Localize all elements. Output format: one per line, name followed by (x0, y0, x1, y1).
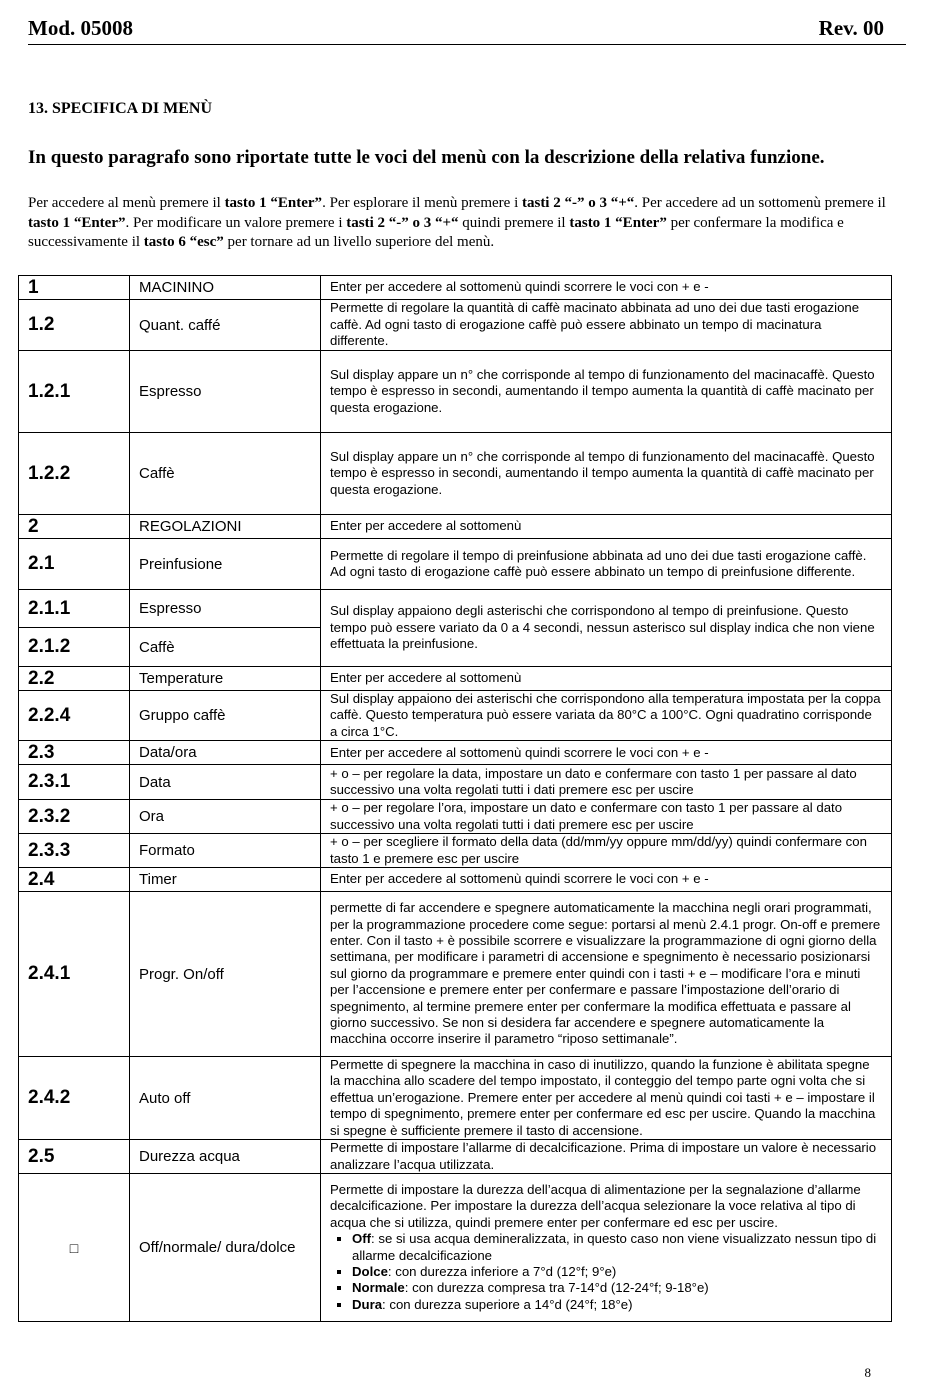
option-key: Dura (352, 1296, 383, 1312)
table-row (19, 741, 892, 765)
key-name: tasti 2 “-” o 3 “+“ (346, 214, 459, 231)
table-row (19, 539, 892, 590)
menu-name: Temperature (130, 667, 321, 691)
menu-description: Enter per accedere al sottomenù quindi scorrere le voci con + e - (321, 741, 892, 765)
menu-description: permette di far accendere e spegnere automaticamente la macchina negli orari programmati, per la programmazione procedere come segue: portarsi al menù 2.4.1 progr. On-off e premere enter. Con il tasto + è possibile scorrere e visualizzare la programmazione di ogni giorno della settimana, per modificare i parametri di accensione e spegnimento è necessario posizionarsi sul giorno da programmare e premere enter quindi con i tasti + e – modificare l’ora e minuti per l’accensione e premere enter per confermare e passare l’impostazione dell’orario di spegnimento, al termine premere enter per confermare la modifica effettuata e passare al giorno successivo. Se non si desidera far accendere e spegnere automaticamente la macchina occorre inserire il parametro “riposo settimanale”. (321, 892, 892, 1057)
menu-name: Gruppo caffè (130, 691, 321, 741)
model-code: Mod. 05008 (28, 16, 133, 40)
menu-name: Durezza acqua (130, 1140, 321, 1174)
table-row (19, 300, 892, 351)
table-row (19, 590, 892, 628)
menu-code: 2.2 (19, 667, 130, 691)
table-row (19, 765, 892, 800)
intro-paragraph (28, 194, 898, 253)
option-text: : se si usa acqua demineralizzata, in questo caso non viene visualizzato nessun tipo di allarme decalcificazione (352, 1231, 877, 1263)
table-row (19, 433, 892, 515)
menu-name: Preinfusione (130, 539, 321, 590)
description-text: Permette di impostare la durezza dell’acqua di alimentazione per la segnalazione d’allarme decalcificazione. Per impostare la durezza dell’acqua selezionare la voce relativa al tipo di acqua che si utilizza, quindi premere enter per confermare ed esc per uscire. (330, 1181, 861, 1230)
table-row (19, 1057, 892, 1140)
table-row (19, 351, 892, 433)
menu-code: 2.2.4 (19, 691, 130, 741)
menu-code: 2.1.1 (19, 590, 130, 628)
menu-name: Formato (130, 834, 321, 868)
list-item (352, 1264, 882, 1280)
revision-code: Rev. 00 (818, 16, 884, 40)
menu-description: Enter per accedere al sottomenù (321, 667, 892, 691)
intro-text: . Per modificare un valore premere i (125, 214, 347, 231)
menu-description: Permette di regolare la quantità di caffè macinato abbinata ad uno dei due tasti erogazione caffè. Ad ogni tasto di erogazione caffè può essere abbinato un tempo di macinatura differente. (321, 300, 892, 351)
menu-name: Caffè (130, 433, 321, 515)
intro-text: . Per accedere ad un sottomenù premere il (634, 195, 886, 211)
menu-name: Espresso (130, 351, 321, 433)
menu-code: 2.3 (19, 741, 130, 765)
menu-code: 1 (19, 276, 130, 300)
intro-text: Per accedere al menù premere il (28, 195, 225, 211)
page-number: 8 (864, 1365, 871, 1380)
option-key: Normale (352, 1280, 405, 1296)
key-name: tasto 1 “Enter” (224, 195, 323, 211)
list-item (352, 1231, 882, 1264)
menu-name: Data/ora (130, 741, 321, 765)
menu-code: 2.4 (19, 868, 130, 892)
menu-code: 1.2.2 (19, 433, 130, 515)
option-text: : con durezza superiore a 14°d (24°f; 18°e) (382, 1296, 633, 1312)
menu-code: 2.1.2 (19, 628, 130, 667)
menu-description: + o – per scegliere il formato della data (dd/mm/yy oppure mm/dd/yy) quindi confermare con tasto 1 e premere esc per uscire (321, 834, 892, 868)
list-item (352, 1297, 882, 1313)
table-row (19, 892, 892, 1057)
lead-paragraph: In questo paragrafo sono riportate tutte le voci del menù con la descrizione della relativa funzione. (28, 147, 825, 168)
menu-code: 2.3.3 (19, 834, 130, 868)
menu-code: 2.3.1 (19, 765, 130, 800)
menu-description: Permette di regolare il tempo di preinfusione abbinata ad uno dei due tasti erogazione caffè. Ad ogni tasto di erogazione caffè può essere abbinato un tempo di preinfusione differente. (321, 539, 892, 590)
checkbox-square-icon: □ (19, 1174, 130, 1322)
menu-description: Enter per accedere al sottomenù (321, 515, 892, 539)
table-row (19, 800, 892, 834)
menu-description: Sul display appare un n° che corrisponde al tempo di funzionamento del macinacaffè. Questo tempo è espresso in secondi, aumentando il tempo aumenta la quantità di caffè macinato per questa erogazione. (321, 433, 892, 515)
section-title: 13. SPECIFICA DI MENÙ (28, 100, 213, 117)
table-row (19, 1140, 892, 1174)
menu-name: Auto off (130, 1057, 321, 1140)
hardness-options-list (330, 1231, 882, 1313)
menu-spec-table (18, 275, 892, 1322)
menu-description: Enter per accedere al sottomenù quindi scorrere le voci con + e - (321, 868, 892, 892)
menu-description: Sul display appaiono degli asterischi che corrispondono al tempo di preinfusione. Questo tempo può essere variato da 0 a 4 secondi, nessun asterisco sul display indica che non viene effettuata la preinfusione. (321, 590, 892, 667)
menu-code: 2.4.2 (19, 1057, 130, 1140)
menu-description: Sul display appare un n° che corrisponde al tempo di funzionamento del macinacaffè. Questo tempo è espresso in secondi, aumentando il tempo aumenta la quantità di caffè macinato per questa erogazione. (321, 351, 892, 433)
menu-description: Sul display appaiono dei asterischi che corrispondono alla temperatura impostata per la coppa caffè. Questo temperatura può essere variata da 80°C a 100°C. Ogni quadratino corrisponde a circa 1°C. (321, 691, 892, 741)
menu-code: 1.2 (19, 300, 130, 351)
menu-description: Permette di spegnere la macchina in caso di inutilizzo, quando la funzione è abilitata spegne la macchina allo scadere del tempo impostato, il conteggio del tempo parte ogni volta che si effettua un’erogazione. Premere enter per accedere al menù quindi coi tasti + e – impostare il tempo di spegnimento, premere enter per confermare ed esc per uscire. Quando la macchina si spegne è sufficiente premere il tasto di accensione. (321, 1057, 892, 1140)
menu-name: Espresso (130, 590, 321, 628)
menu-description: + o – per regolare l’ora, impostare un dato e confermare con tasto 1 per passare al dato successivo una volta regolati tutti i dati premere esc per uscire (321, 800, 892, 834)
menu-name: Quant. caffé (130, 300, 321, 351)
table-row (19, 276, 892, 300)
menu-code: 2.5 (19, 1140, 130, 1174)
menu-description (321, 1174, 892, 1322)
table-row (19, 667, 892, 691)
menu-description: Permette di impostare l’allarme di decalcificazione. Prima di impostare un valore è necessario analizzare l’acqua utilizzata. (321, 1140, 892, 1174)
list-item (352, 1280, 882, 1296)
key-name: tasti 2 “-” o 3 “+“ (521, 195, 635, 211)
menu-name: REGOLAZIONI (130, 515, 321, 539)
key-name: tasto 6 “esc” (143, 234, 224, 250)
option-key: Off (352, 1231, 372, 1247)
table-row (19, 1174, 892, 1322)
menu-code: 2.4.1 (19, 892, 130, 1057)
menu-name: Ora (130, 800, 321, 834)
menu-name: MACININO (130, 276, 321, 300)
menu-name: Off/normale/ dura/dolce (130, 1174, 321, 1322)
menu-code: 2.3.2 (19, 800, 130, 834)
key-name: tasto 1 “Enter” (28, 214, 126, 231)
menu-description: + o – per regolare la data, impostare un dato e confermare con tasto 1 per passare al dato successivo una volta regolati tutti i dati premere esc per uscire (321, 765, 892, 800)
menu-description: Enter per accedere al sottomenù quindi scorrere le voci con + e - (321, 276, 892, 300)
menu-code: 1.2.1 (19, 351, 130, 433)
table-row (19, 834, 892, 868)
table-row (19, 868, 892, 892)
menu-name: Data (130, 765, 321, 800)
option-text: : con durezza compresa tra 7-14°d (12-24°f; 9-18°e) (404, 1280, 709, 1296)
page-header (28, 14, 906, 45)
intro-text: quindi premere il (458, 214, 570, 231)
menu-code: 2 (19, 515, 130, 539)
table-row (19, 515, 892, 539)
option-key: Dolce (352, 1263, 388, 1279)
menu-name: Caffè (130, 628, 321, 667)
intro-text: per confermare la modifica e successivamente il (28, 214, 844, 250)
menu-name: Timer (130, 868, 321, 892)
option-text: : con durezza inferiore a 7°d (12°f; 9°e) (387, 1263, 617, 1279)
menu-code: 2.1 (19, 539, 130, 590)
key-name: tasto 1 “Enter” (569, 214, 667, 231)
menu-name: Progr. On/off (130, 892, 321, 1057)
intro-text: . Per esplorare il menù premere i (322, 195, 522, 211)
table-row (19, 691, 892, 741)
intro-text: per tornare ad un livello superiore del menù. (223, 234, 495, 250)
